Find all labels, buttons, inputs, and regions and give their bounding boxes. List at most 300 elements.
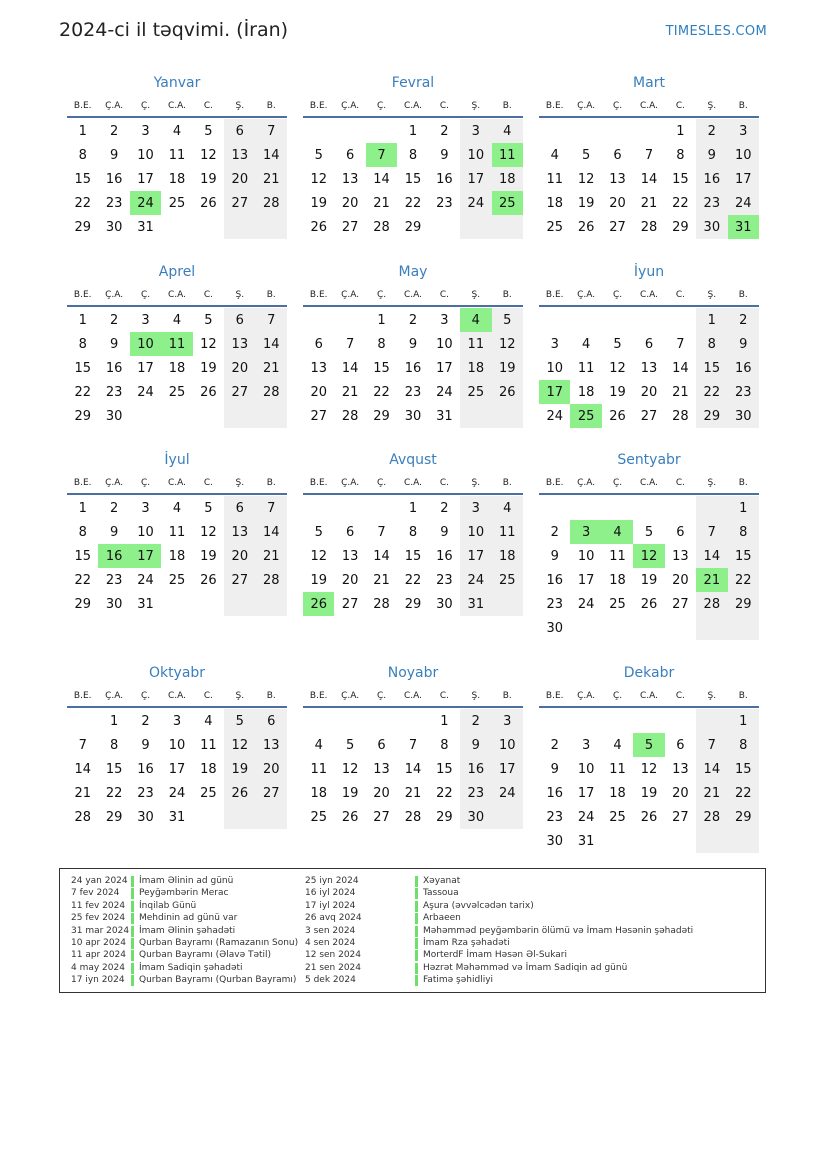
day-cell[interactable]: 7 [256,119,287,143]
day-cell[interactable]: 12 [577,171,595,187]
day-cell[interactable]: 16 [137,761,154,777]
day-cell[interactable]: 11 [200,737,217,753]
day-cell[interactable]: 8 [676,147,685,163]
day-cell[interactable]: 18 [168,171,186,187]
day-cell[interactable]: 4 [204,713,213,729]
day-cell[interactable]: 11 [492,143,523,167]
day-cell[interactable]: 16 [98,544,129,568]
day-cell[interactable]: 8 [78,336,87,352]
day-cell[interactable]: 26 [640,809,658,825]
day-cell[interactable]: 12 [633,544,664,568]
day-cell[interactable]: 24 [436,384,453,400]
day-cell[interactable]: 15 [74,548,91,564]
day-cell[interactable]: 23 [696,191,727,215]
day-cell[interactable]: 7 [696,520,727,544]
day-cell[interactable]: 9 [408,336,418,352]
day-cell[interactable]: 21 [373,572,390,588]
day-cell[interactable]: 25 [168,572,186,588]
day-cell[interactable]: 6 [613,147,622,163]
day-cell[interactable]: 13 [672,761,689,777]
day-cell[interactable]: 3 [570,520,601,544]
day-cell[interactable]: 28 [373,219,390,235]
day-cell[interactable]: 19 [310,195,327,211]
day-cell[interactable]: 22 [404,195,422,211]
day-cell[interactable]: 8 [408,524,418,540]
day-cell[interactable]: 26 [200,384,217,400]
day-cell[interactable]: 21 [256,167,287,191]
day-cell[interactable]: 5 [492,308,523,332]
day-cell[interactable]: 15 [696,356,727,380]
day-cell[interactable]: 13 [640,360,658,376]
day-cell[interactable]: 4 [613,737,622,753]
day-cell[interactable]: 7 [256,496,287,520]
day-cell[interactable]: 19 [310,572,327,588]
day-cell[interactable]: 30 [105,596,123,612]
day-cell[interactable]: 17 [492,757,523,781]
day-cell[interactable]: 8 [377,336,386,352]
day-cell[interactable]: 1 [78,312,87,328]
site-logo[interactable]: TIMESLES.COM [665,24,767,39]
day-cell[interactable]: 19 [224,757,255,781]
day-cell[interactable]: 11 [168,147,186,163]
day-cell[interactable]: 20 [224,356,255,380]
day-cell[interactable]: 19 [200,548,217,564]
day-cell[interactable]: 24 [137,384,154,400]
day-cell[interactable]: 23 [546,809,563,825]
day-cell[interactable]: 26 [609,408,626,424]
day-cell[interactable]: 25 [168,195,186,211]
day-cell[interactable]: 21 [373,195,390,211]
day-cell[interactable]: 17 [436,360,453,376]
day-cell[interactable]: 14 [341,360,359,376]
day-cell[interactable]: 30 [105,219,123,235]
day-cell[interactable]: 10 [492,733,523,757]
day-cell[interactable]: 15 [672,171,689,187]
day-cell[interactable]: 26 [341,809,359,825]
day-cell[interactable]: 22 [404,572,422,588]
day-cell[interactable]: 8 [728,733,759,757]
day-cell[interactable]: 30 [436,596,453,612]
day-cell[interactable]: 28 [256,568,287,592]
day-cell[interactable]: 9 [440,147,449,163]
day-cell[interactable]: 16 [436,171,453,187]
day-cell[interactable]: 15 [404,548,422,564]
day-cell[interactable]: 20 [672,785,689,801]
day-cell[interactable]: 19 [341,785,359,801]
day-cell[interactable]: 31 [728,215,759,239]
day-cell[interactable]: 12 [609,360,626,376]
day-cell[interactable]: 1 [408,500,418,516]
day-cell[interactable]: 9 [109,524,119,540]
day-cell[interactable]: 31 [137,596,154,612]
day-cell[interactable]: 17 [460,544,491,568]
day-cell[interactable]: 25 [168,384,186,400]
day-cell[interactable]: 15 [74,360,91,376]
day-cell[interactable]: 24 [546,408,563,424]
day-cell[interactable]: 19 [577,195,595,211]
day-cell[interactable]: 2 [141,713,150,729]
day-cell[interactable]: 25 [609,809,626,825]
day-cell[interactable]: 15 [436,761,453,777]
day-cell[interactable]: 10 [436,336,453,352]
day-cell[interactable]: 17 [577,785,595,801]
day-cell[interactable]: 4 [602,520,633,544]
day-cell[interactable]: 18 [168,360,186,376]
day-cell[interactable]: 17 [539,380,570,404]
day-cell[interactable]: 9 [141,737,150,753]
day-cell[interactable]: 5 [204,500,213,516]
day-cell[interactable]: 20 [224,544,255,568]
day-cell[interactable]: 3 [440,312,449,328]
day-cell[interactable]: 23 [137,785,154,801]
day-cell[interactable]: 12 [640,761,658,777]
day-cell[interactable]: 31 [436,408,453,424]
day-cell[interactable]: 20 [373,785,390,801]
day-cell[interactable]: 19 [492,356,523,380]
day-cell[interactable]: 3 [492,709,523,733]
day-cell[interactable]: 19 [609,384,626,400]
day-cell[interactable]: 12 [200,524,217,540]
day-cell[interactable]: 7 [696,733,727,757]
day-cell[interactable]: 29 [436,809,453,825]
day-cell[interactable]: 3 [728,119,759,143]
day-cell[interactable]: 2 [440,500,449,516]
day-cell[interactable]: 25 [460,380,491,404]
day-cell[interactable]: 22 [436,785,453,801]
day-cell[interactable]: 6 [256,709,287,733]
day-cell[interactable]: 18 [492,544,523,568]
day-cell[interactable]: 28 [74,809,91,825]
day-cell[interactable]: 29 [404,219,422,235]
day-cell[interactable]: 20 [341,195,359,211]
day-cell[interactable]: 21 [696,781,727,805]
day-cell[interactable]: 15 [404,171,422,187]
day-cell[interactable]: 28 [256,191,287,215]
day-cell[interactable]: 21 [256,544,287,568]
day-cell[interactable]: 1 [696,308,727,332]
day-cell[interactable]: 24 [577,596,595,612]
day-cell[interactable]: 2 [550,524,559,540]
day-cell[interactable]: 20 [672,572,689,588]
day-cell[interactable]: 22 [672,195,689,211]
day-cell[interactable]: 14 [404,761,422,777]
day-cell[interactable]: 6 [644,336,654,352]
day-cell[interactable]: 27 [224,380,255,404]
day-cell[interactable]: 16 [546,785,563,801]
day-cell[interactable]: 18 [168,548,186,564]
day-cell[interactable]: 1 [676,123,685,139]
day-cell[interactable]: 9 [550,548,559,564]
day-cell[interactable]: 5 [204,123,213,139]
day-cell[interactable]: 23 [436,195,453,211]
day-cell[interactable]: 22 [696,380,727,404]
day-cell[interactable]: 20 [224,167,255,191]
day-cell[interactable]: 18 [310,785,327,801]
day-cell[interactable]: 2 [550,737,559,753]
day-cell[interactable]: 24 [168,785,186,801]
day-cell[interactable]: 29 [74,219,91,235]
day-cell[interactable]: 6 [345,147,355,163]
day-cell[interactable]: 13 [310,360,327,376]
day-cell[interactable]: 26 [200,195,217,211]
day-cell[interactable]: 4 [172,123,182,139]
day-cell[interactable]: 21 [640,195,658,211]
day-cell[interactable]: 19 [200,360,217,376]
day-cell[interactable]: 22 [74,572,91,588]
day-cell[interactable]: 7 [408,737,418,753]
day-cell[interactable]: 21 [74,785,91,801]
day-cell[interactable]: 24 [130,191,161,215]
day-cell[interactable]: 27 [373,809,390,825]
day-cell[interactable]: 16 [105,360,123,376]
day-cell[interactable]: 11 [609,548,626,564]
day-cell[interactable]: 8 [408,147,418,163]
day-cell[interactable]: 5 [224,709,255,733]
day-cell[interactable]: 20 [310,384,327,400]
day-cell[interactable]: 23 [546,596,563,612]
day-cell[interactable]: 10 [577,761,595,777]
day-cell[interactable]: 1 [109,713,119,729]
day-cell[interactable]: 20 [341,572,359,588]
day-cell[interactable]: 18 [546,195,563,211]
day-cell[interactable]: 10 [168,737,186,753]
day-cell[interactable]: 16 [696,167,727,191]
day-cell[interactable]: 3 [581,737,591,753]
day-cell[interactable]: 22 [728,568,759,592]
day-cell[interactable]: 2 [109,500,119,516]
day-cell[interactable]: 29 [728,805,759,829]
day-cell[interactable]: 29 [373,408,390,424]
day-cell[interactable]: 25 [310,809,327,825]
day-cell[interactable]: 7 [676,336,685,352]
day-cell[interactable]: 22 [74,195,91,211]
day-cell[interactable]: 28 [696,805,727,829]
day-cell[interactable]: 14 [640,171,658,187]
day-cell[interactable]: 29 [74,596,91,612]
day-cell[interactable]: 2 [109,312,119,328]
day-cell[interactable]: 27 [224,191,255,215]
day-cell[interactable]: 30 [404,408,422,424]
day-cell[interactable]: 13 [672,548,689,564]
day-cell[interactable]: 16 [404,360,422,376]
day-cell[interactable]: 26 [310,219,327,235]
day-cell[interactable]: 13 [609,171,626,187]
day-cell[interactable]: 6 [345,524,355,540]
day-cell[interactable]: 12 [224,733,255,757]
day-cell[interactable]: 28 [373,596,390,612]
day-cell[interactable]: 30 [546,620,563,636]
day-cell[interactable]: 21 [341,384,359,400]
day-cell[interactable]: 12 [492,332,523,356]
day-cell[interactable]: 26 [200,572,217,588]
day-cell[interactable]: 4 [314,737,323,753]
day-cell[interactable]: 28 [404,809,422,825]
day-cell[interactable]: 14 [256,332,287,356]
day-cell[interactable]: 13 [224,332,255,356]
day-cell[interactable]: 11 [460,332,491,356]
day-cell[interactable]: 29 [728,592,759,616]
day-cell[interactable]: 5 [644,524,654,540]
day-cell[interactable]: 16 [436,548,453,564]
day-cell[interactable]: 16 [728,356,759,380]
day-cell[interactable]: 28 [672,408,689,424]
day-cell[interactable]: 24 [728,191,759,215]
day-cell[interactable]: 21 [256,356,287,380]
day-cell[interactable]: 13 [224,143,255,167]
day-cell[interactable]: 10 [137,524,154,540]
day-cell[interactable]: 14 [696,544,727,568]
day-cell[interactable]: 9 [550,761,559,777]
day-cell[interactable]: 4 [581,336,591,352]
day-cell[interactable]: 12 [200,147,217,163]
day-cell[interactable]: 26 [492,380,523,404]
day-cell[interactable]: 5 [204,312,213,328]
day-cell[interactable]: 23 [460,781,491,805]
day-cell[interactable]: 11 [492,520,523,544]
day-cell[interactable]: 4 [550,147,559,163]
day-cell[interactable]: 10 [460,143,491,167]
day-cell[interactable]: 31 [577,833,595,849]
day-cell[interactable]: 7 [256,308,287,332]
day-cell[interactable]: 18 [460,356,491,380]
day-cell[interactable]: 1 [408,123,418,139]
day-cell[interactable]: 3 [172,713,182,729]
day-cell[interactable]: 13 [224,520,255,544]
day-cell[interactable]: 18 [492,167,523,191]
day-cell[interactable]: 24 [460,568,491,592]
day-cell[interactable]: 25 [200,785,217,801]
day-cell[interactable]: 10 [130,332,161,356]
day-cell[interactable]: 27 [609,219,626,235]
day-cell[interactable]: 14 [672,360,689,376]
day-cell[interactable]: 1 [78,500,87,516]
day-cell[interactable]: 11 [310,761,327,777]
day-cell[interactable]: 13 [373,761,390,777]
day-cell[interactable]: 5 [314,524,323,540]
day-cell[interactable]: 6 [676,524,685,540]
day-cell[interactable]: 21 [696,568,727,592]
day-cell[interactable]: 12 [341,761,359,777]
day-cell[interactable]: 6 [224,308,255,332]
day-cell[interactable]: 10 [577,548,595,564]
day-cell[interactable]: 28 [640,219,658,235]
day-cell[interactable]: 9 [696,143,727,167]
day-cell[interactable]: 23 [436,572,453,588]
day-cell[interactable]: 7 [78,737,87,753]
day-cell[interactable]: 17 [130,544,161,568]
day-cell[interactable]: 28 [696,592,727,616]
day-cell[interactable]: 27 [672,809,689,825]
day-cell[interactable]: 15 [728,757,759,781]
day-cell[interactable]: 30 [728,404,759,428]
day-cell[interactable]: 16 [546,572,563,588]
day-cell[interactable]: 23 [404,384,422,400]
day-cell[interactable]: 12 [310,548,327,564]
day-cell[interactable]: 30 [137,809,154,825]
day-cell[interactable]: 14 [696,757,727,781]
day-cell[interactable]: 30 [460,805,491,829]
day-cell[interactable]: 12 [310,171,327,187]
day-cell[interactable]: 7 [377,524,386,540]
day-cell[interactable]: 11 [609,761,626,777]
day-cell[interactable]: 30 [696,215,727,239]
day-cell[interactable]: 26 [224,781,255,805]
day-cell[interactable]: 15 [105,761,123,777]
day-cell[interactable]: 6 [224,496,255,520]
day-cell[interactable]: 2 [109,123,119,139]
day-cell[interactable]: 9 [460,733,491,757]
day-cell[interactable]: 31 [168,809,186,825]
day-cell[interactable]: 3 [550,336,559,352]
day-cell[interactable]: 9 [109,336,119,352]
day-cell[interactable]: 10 [460,520,491,544]
day-cell[interactable]: 14 [256,143,287,167]
day-cell[interactable]: 2 [440,123,449,139]
day-cell[interactable]: 22 [74,384,91,400]
day-cell[interactable]: 23 [728,380,759,404]
day-cell[interactable]: 6 [676,737,685,753]
day-cell[interactable]: 27 [224,568,255,592]
day-cell[interactable]: 20 [256,757,287,781]
day-cell[interactable]: 19 [640,572,658,588]
day-cell[interactable]: 1 [728,496,759,520]
day-cell[interactable]: 4 [492,119,523,143]
day-cell[interactable]: 8 [728,520,759,544]
day-cell[interactable]: 27 [256,781,287,805]
day-cell[interactable]: 15 [728,544,759,568]
day-cell[interactable]: 16 [105,171,123,187]
day-cell[interactable]: 25 [570,404,601,428]
day-cell[interactable]: 1 [377,312,386,328]
day-cell[interactable]: 18 [200,761,217,777]
day-cell[interactable]: 24 [577,809,595,825]
day-cell[interactable]: 15 [373,360,390,376]
day-cell[interactable]: 13 [341,548,359,564]
day-cell[interactable]: 25 [609,596,626,612]
day-cell[interactable]: 17 [577,572,595,588]
day-cell[interactable]: 27 [341,596,359,612]
day-cell[interactable]: 10 [728,143,759,167]
day-cell[interactable]: 26 [577,219,595,235]
day-cell[interactable]: 30 [546,833,563,849]
day-cell[interactable]: 18 [609,572,626,588]
day-cell[interactable]: 5 [613,336,622,352]
day-cell[interactable]: 19 [640,785,658,801]
day-cell[interactable]: 6 [224,119,255,143]
day-cell[interactable]: 12 [200,336,217,352]
day-cell[interactable]: 20 [640,384,658,400]
day-cell[interactable]: 29 [696,404,727,428]
day-cell[interactable]: 14 [74,761,91,777]
day-cell[interactable]: 4 [172,500,182,516]
day-cell[interactable]: 2 [408,312,418,328]
day-cell[interactable]: 2 [460,709,491,733]
day-cell[interactable]: 15 [74,171,91,187]
day-cell[interactable]: 13 [341,171,359,187]
day-cell[interactable]: 5 [581,147,591,163]
day-cell[interactable]: 11 [161,332,192,356]
day-cell[interactable]: 27 [672,596,689,612]
day-cell[interactable]: 22 [373,384,390,400]
day-cell[interactable]: 8 [696,332,727,356]
day-cell[interactable]: 24 [460,191,491,215]
day-cell[interactable]: 27 [341,219,359,235]
day-cell[interactable]: 31 [137,219,154,235]
day-cell[interactable]: 14 [373,171,390,187]
day-cell[interactable]: 19 [200,171,217,187]
day-cell[interactable]: 20 [609,195,626,211]
day-cell[interactable]: 3 [460,496,491,520]
